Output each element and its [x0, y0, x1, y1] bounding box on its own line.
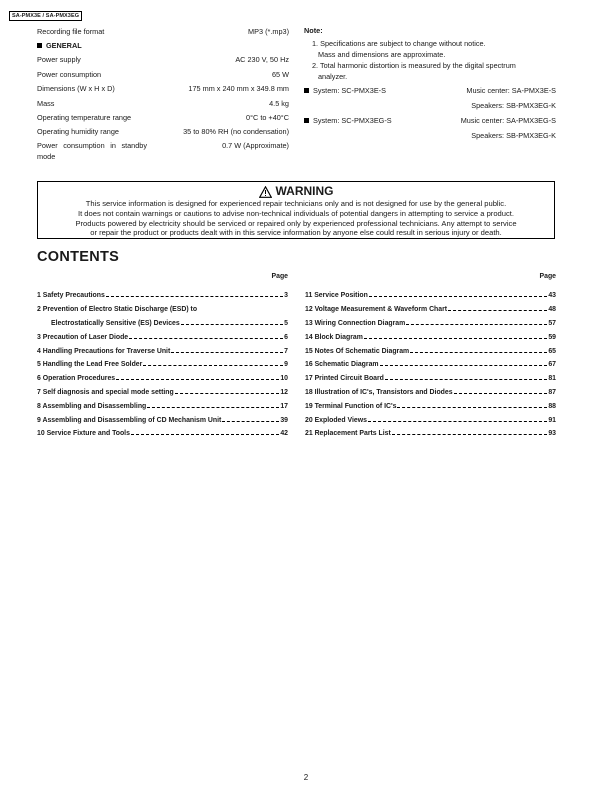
toc-entry-title: 14 Block Diagram — [305, 333, 363, 341]
toc-entry[interactable] — [37, 358, 288, 372]
general-heading — [37, 38, 289, 52]
general-heading-text: GENERAL — [46, 41, 82, 51]
warning-line: This service information is designed for experienced repair technicians only and is not designed for use by the general public. — [85, 199, 507, 208]
spec-row-standby — [37, 141, 289, 162]
toc-leader — [385, 379, 547, 380]
toc-entry-title: 4 Handling Precautions for Traverse Unit — [37, 347, 171, 355]
toc-entry-page: 59 — [548, 333, 556, 341]
spec-row-recording-format — [37, 24, 289, 38]
spec-label: Operating temperature range — [37, 113, 132, 123]
contents-title: CONTENTS — [37, 249, 120, 265]
music-center: Music center: SA-PMX3EG-S — [460, 116, 556, 125]
toc-leader — [397, 407, 547, 408]
toc-entry-page: 7 — [284, 347, 288, 355]
toc-entry[interactable] — [37, 413, 288, 427]
toc-right-column — [305, 271, 556, 441]
toc-entry[interactable] — [305, 427, 556, 441]
toc-entry-title: 5 Handling the Lead Free Solder — [37, 361, 143, 369]
toc-entry-title: 3 Precaution of Laser Diode — [37, 333, 129, 341]
toc-entry[interactable] — [305, 289, 556, 303]
spec-value: 35 to 80% RH (no condensation) — [183, 127, 289, 137]
spec-row-humidity — [37, 125, 289, 139]
toc-leader — [181, 324, 283, 325]
spec-label — [37, 141, 147, 162]
toc-entry[interactable] — [37, 386, 288, 400]
toc-leader — [369, 296, 548, 297]
toc-entry-title: 12 Voltage Measurement & Waveform Chart — [305, 306, 448, 314]
toc-entry-page: 5 — [284, 319, 288, 327]
toc-entry-title: 9 Assembling and Disassembling of CD Mechanism Unit — [37, 416, 222, 424]
toc-entry-page: 42 — [280, 430, 288, 438]
toc-entry-page: 87 — [548, 388, 556, 396]
spec-label: Operating humidity range — [37, 127, 119, 137]
toc-entry-page: 17 — [280, 402, 288, 410]
music-center: Music center: SA-PMX3E-S — [466, 86, 556, 95]
toc-leader — [131, 434, 279, 435]
spec-label: Power consumption — [37, 69, 102, 79]
toc-entry-title: 16 Schematic Diagram — [305, 361, 379, 369]
spec-value: MP3 (*.mp3) — [248, 26, 289, 36]
toc-entry[interactable] — [305, 386, 556, 400]
spec-row-power-consumption — [37, 67, 289, 81]
system-name — [304, 85, 386, 97]
spec-label: Dimensions (W x H x D) — [37, 84, 115, 94]
toc-entry[interactable] — [305, 317, 556, 331]
spec-label-line: Power consumption in standby — [37, 141, 147, 151]
spec-label: Mass — [37, 98, 55, 108]
toc-left-column — [37, 271, 288, 441]
toc-entry-page: 6 — [284, 333, 288, 341]
toc-leader — [380, 365, 548, 366]
toc-leader — [406, 324, 547, 325]
page-number: 2 — [303, 773, 309, 782]
toc-entry-title: 1 Safety Precautions — [37, 292, 105, 300]
toc-entry-page: 88 — [548, 402, 556, 410]
toc-leader — [106, 296, 283, 297]
toc-entry-page: 67 — [548, 361, 556, 369]
toc-entry[interactable] — [305, 344, 556, 358]
toc-entry-page: 10 — [280, 375, 288, 383]
toc-leader — [410, 352, 547, 353]
toc-entry-page: 65 — [548, 347, 556, 355]
toc-entry[interactable] — [37, 317, 288, 331]
spec-label: Power supply — [37, 55, 81, 65]
toc-entry[interactable] — [37, 372, 288, 386]
spec-value: 175 mm x 240 mm x 349.8 mm — [188, 84, 289, 94]
toc-leader — [368, 421, 547, 422]
toc-leader — [175, 393, 280, 394]
toc-entry[interactable] — [37, 303, 288, 317]
spec-value: 0.7 W (Approximate) — [222, 141, 289, 151]
toc-entry[interactable] — [37, 289, 288, 303]
toc-entry-page: 81 — [548, 375, 556, 383]
toc-entry-title: 13 Wiring Connection Diagram — [305, 319, 406, 327]
spec-value: 65 W — [271, 69, 289, 79]
spec-value: AC 230 V, 50 Hz — [235, 55, 289, 65]
toc-entry[interactable] — [305, 330, 556, 344]
system-row — [304, 85, 556, 97]
square-bullet-icon — [304, 118, 309, 123]
toc-leader — [143, 365, 283, 366]
system-name — [304, 115, 392, 127]
toc-leader — [129, 338, 283, 339]
spec-row-temperature — [37, 110, 289, 124]
toc-entry-title: 2 Prevention of Electro Static Discharge (ESD) to — [37, 306, 198, 314]
warning-box — [37, 181, 555, 239]
warning-line: Products powered by electricity should be serviced or repaired only by experienced professional technicians. Any attempt to service — [75, 218, 517, 228]
toc-entry-page: 39 — [280, 416, 288, 424]
spec-label-line: mode — [37, 151, 56, 161]
warning-line: It does not contain warnings or cautions to advise non-technical individuals of potential dangers in attempting to service a product. — [77, 208, 515, 218]
toc-entry-title: 17 Printed Circuit Board — [305, 375, 384, 383]
speakers: Speakers: SB-PMX3EG-K — [471, 101, 556, 110]
spec-row-mass — [37, 96, 289, 110]
note-item: 1. Specifications are subject to change without notice. — [312, 39, 486, 48]
system-row — [304, 115, 556, 127]
toc-entry-title: 6 Operation Procedures — [37, 375, 116, 383]
toc-entry[interactable] — [305, 399, 556, 413]
toc-page-header: Page — [539, 273, 556, 280]
toc-entry-title: 20 Exploded Views — [305, 416, 367, 424]
toc-entry[interactable] — [305, 372, 556, 386]
spec-row-power-supply — [37, 53, 289, 67]
toc-entry-title: 7 Self diagnosis and special mode setting — [37, 388, 174, 396]
toc-entry[interactable] — [37, 344, 288, 358]
toc-leader — [364, 338, 547, 339]
toc-entry-page: 9 — [284, 361, 288, 369]
system-text: System: SC-PMX3EG-S — [313, 116, 392, 125]
warning-line: or repair the product or products dealt with in this service information by anyone else could result in serious injury or death. — [90, 228, 502, 238]
toc-entry-page: 57 — [548, 319, 556, 327]
note-item: 2. Total harmonic distortion is measured by the digital spectrum — [312, 61, 516, 70]
toc-entry-title: 10 Service Fixture and Tools — [37, 430, 130, 438]
toc-leader — [171, 352, 283, 353]
toc-entry-title: 8 Assembling and Disassembling — [37, 402, 147, 410]
spec-label: Recording file format — [37, 26, 105, 36]
toc-leader — [222, 421, 279, 422]
toc-leader — [392, 434, 548, 435]
toc-entry-title: 21 Replacement Parts List — [305, 430, 391, 438]
system-text: System: SC-PMX3E-S — [313, 86, 386, 95]
toc-entry[interactable] — [305, 358, 556, 372]
square-bullet-icon — [304, 88, 309, 93]
toc-entry-page: 3 — [284, 292, 288, 300]
notes-title: Note: — [304, 26, 323, 35]
toc-entry-title: 15 Notes Of Schematic Diagram — [305, 347, 410, 355]
toc-entry-page: 93 — [548, 430, 556, 438]
toc-entry-page: 12 — [280, 388, 288, 396]
spec-row-dimensions — [37, 82, 289, 96]
toc-page-header: Page — [271, 273, 288, 280]
toc-entry[interactable] — [305, 303, 556, 317]
spec-value: 4.5 kg — [269, 98, 289, 108]
toc-entry[interactable] — [37, 330, 288, 344]
model-header-tag: SA-PMX3E / SA-PMX3EG — [9, 11, 82, 21]
specifications-block — [37, 24, 289, 162]
warning-title-text: WARNING — [275, 184, 334, 198]
toc-leader — [147, 407, 279, 408]
toc-entry[interactable] — [37, 399, 288, 413]
toc-leader — [448, 310, 547, 311]
toc-leader — [116, 379, 279, 380]
toc-entry-page: 43 — [548, 292, 556, 300]
speakers: Speakers: SB-PMX3EG-K — [471, 131, 556, 140]
toc-entry[interactable] — [305, 413, 556, 427]
toc-entry-title: Electrostatically Sensitive (ES) Devices — [51, 319, 180, 327]
toc-entry-page: 48 — [548, 306, 556, 314]
note-item: analyzer. — [318, 72, 348, 81]
warning-triangle-icon — [259, 186, 272, 198]
toc-entry-title: 18 Illustration of IC's, Transistors and Diodes — [305, 388, 453, 396]
square-bullet-icon — [37, 43, 42, 48]
toc-entry-title: 19 Terminal Function of IC's — [305, 402, 397, 410]
spec-value: 0°C to +40°C — [246, 113, 289, 123]
note-item: Mass and dimensions are approximate. — [318, 50, 446, 59]
toc-entry[interactable] — [37, 427, 288, 441]
toc-entry-page: 91 — [548, 416, 556, 424]
toc-leader — [454, 393, 548, 394]
warning-title — [38, 184, 554, 199]
toc-entry-title: 11 Service Position — [305, 292, 368, 300]
notes-block — [304, 24, 556, 142]
